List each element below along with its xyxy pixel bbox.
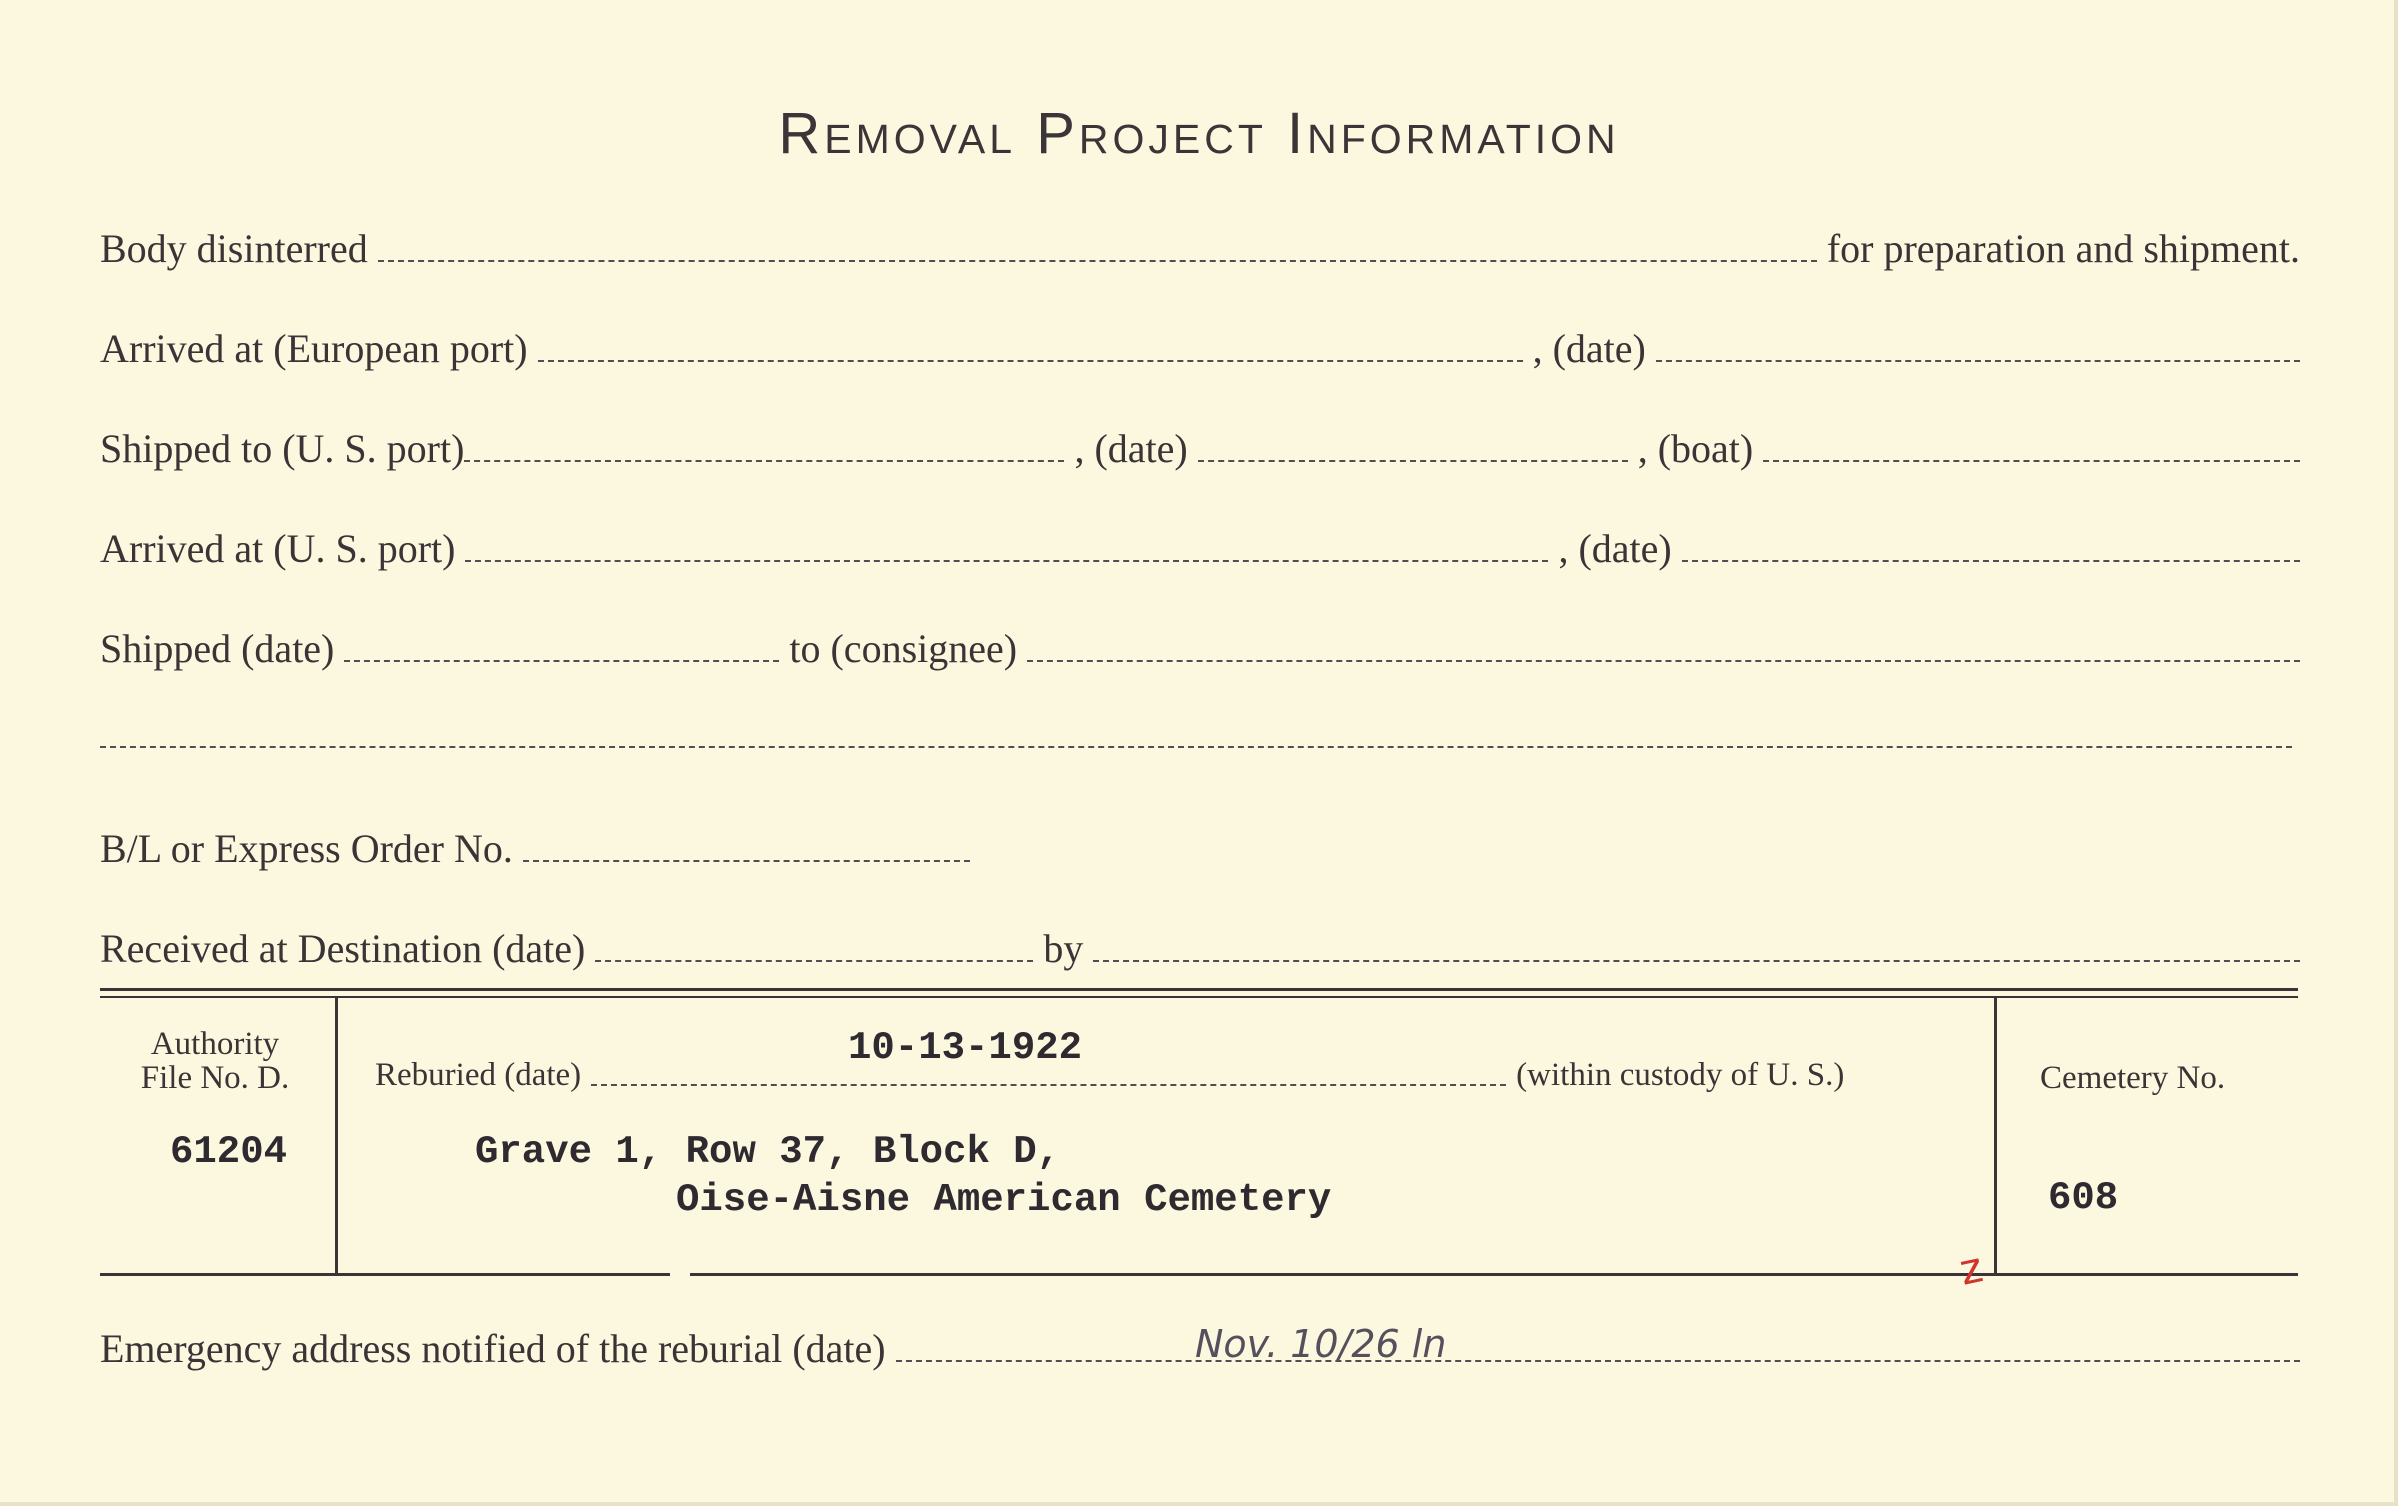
authority-label-line2: File No. D. — [140, 1060, 290, 1096]
emergency-date-field[interactable] — [896, 1360, 2300, 1362]
bl-row — [100, 822, 970, 872]
european-arrival-date-field[interactable] — [1656, 360, 2300, 362]
arrived-us-label: Arrived at (U. S. port) — [100, 526, 456, 571]
box-bottom-rule-a — [100, 1273, 670, 1276]
body-disinterred-field[interactable] — [378, 260, 1817, 262]
boat-label: , (boat) — [1637, 426, 1754, 471]
body-disinterred-label: Body disinterred — [100, 226, 368, 271]
reburied-date-field[interactable] — [591, 1084, 1506, 1086]
body-disinterred-row — [100, 222, 2300, 272]
received-label: Received at Destination (date) — [100, 926, 586, 971]
arrived-european-label: Arrived at (European port) — [100, 326, 528, 371]
consignee-continuation-row — [100, 708, 2292, 758]
arrived-us-date-label: , (date) — [1558, 526, 1672, 571]
box-top-rule — [100, 988, 2298, 991]
shipped-us-date-label: , (date) — [1074, 426, 1188, 471]
shipped-us-label: Shipped to (U. S. port) — [100, 426, 465, 471]
by-label: by — [1043, 926, 1084, 971]
cemetery-no-label: Cemetery No. — [2040, 1060, 2226, 1096]
arrived-european-row — [100, 322, 2300, 372]
emergency-date-value: Nov. 10/26 ln — [1195, 1322, 1447, 1366]
received-by-field[interactable] — [1093, 960, 2300, 962]
boat-field[interactable] — [1763, 460, 2300, 462]
bl-label: B/L or Express Order No. — [100, 826, 513, 871]
arrived-us-port-field[interactable] — [465, 560, 1548, 562]
arrived-european-date-label: , (date) — [1532, 326, 1646, 371]
box-top-rule-inner — [100, 996, 2298, 998]
reburied-row — [375, 1050, 1955, 1094]
shipped-date-field[interactable] — [344, 660, 779, 662]
box-bottom-rule-b — [690, 1273, 2298, 1276]
custody-label: (within custody of U. S.) — [1516, 1057, 1845, 1093]
authority-file-number: 61204 — [170, 1130, 288, 1174]
reburied-label: Reburied (date) — [375, 1057, 582, 1093]
card-title: Removal Project Information — [778, 101, 1620, 166]
consignee-field[interactable] — [1027, 660, 2300, 662]
box-divider-right — [1994, 998, 1997, 1273]
consignee-label: to (consignee) — [789, 626, 1018, 671]
grave-location-line1: Grave 1, Row 37, Block D, — [475, 1130, 1061, 1174]
consignee-continuation-field[interactable] — [100, 746, 2292, 748]
received-date-field[interactable] — [595, 960, 1033, 962]
cemetery-no-value: 608 — [2048, 1176, 2119, 1220]
body-disinterred-suffix: for preparation and shipment. — [1826, 226, 2300, 271]
us-port-field[interactable] — [464, 460, 1064, 462]
box-divider-left — [335, 998, 338, 1273]
shipped-us-row — [100, 422, 2300, 472]
red-check-mark: z — [1955, 1242, 1987, 1295]
european-port-field[interactable] — [538, 360, 1523, 362]
reburied-date-value: 10-13-1922 — [848, 1026, 1083, 1070]
authority-label-line1: Authority — [150, 1026, 280, 1062]
emergency-label: Emergency address notified of the reburial (date) — [100, 1326, 886, 1371]
received-row — [100, 922, 2300, 972]
arrived-us-row — [100, 522, 2300, 572]
bl-field[interactable] — [523, 860, 970, 862]
shipped-date-label: Shipped (date) — [100, 626, 335, 671]
shipped-us-date-field[interactable] — [1198, 460, 1628, 462]
grave-location-line2: Oise-Aisne American Cemetery — [676, 1178, 1332, 1222]
shipped-row — [100, 622, 2300, 672]
arrived-us-date-field[interactable] — [1682, 560, 2300, 562]
